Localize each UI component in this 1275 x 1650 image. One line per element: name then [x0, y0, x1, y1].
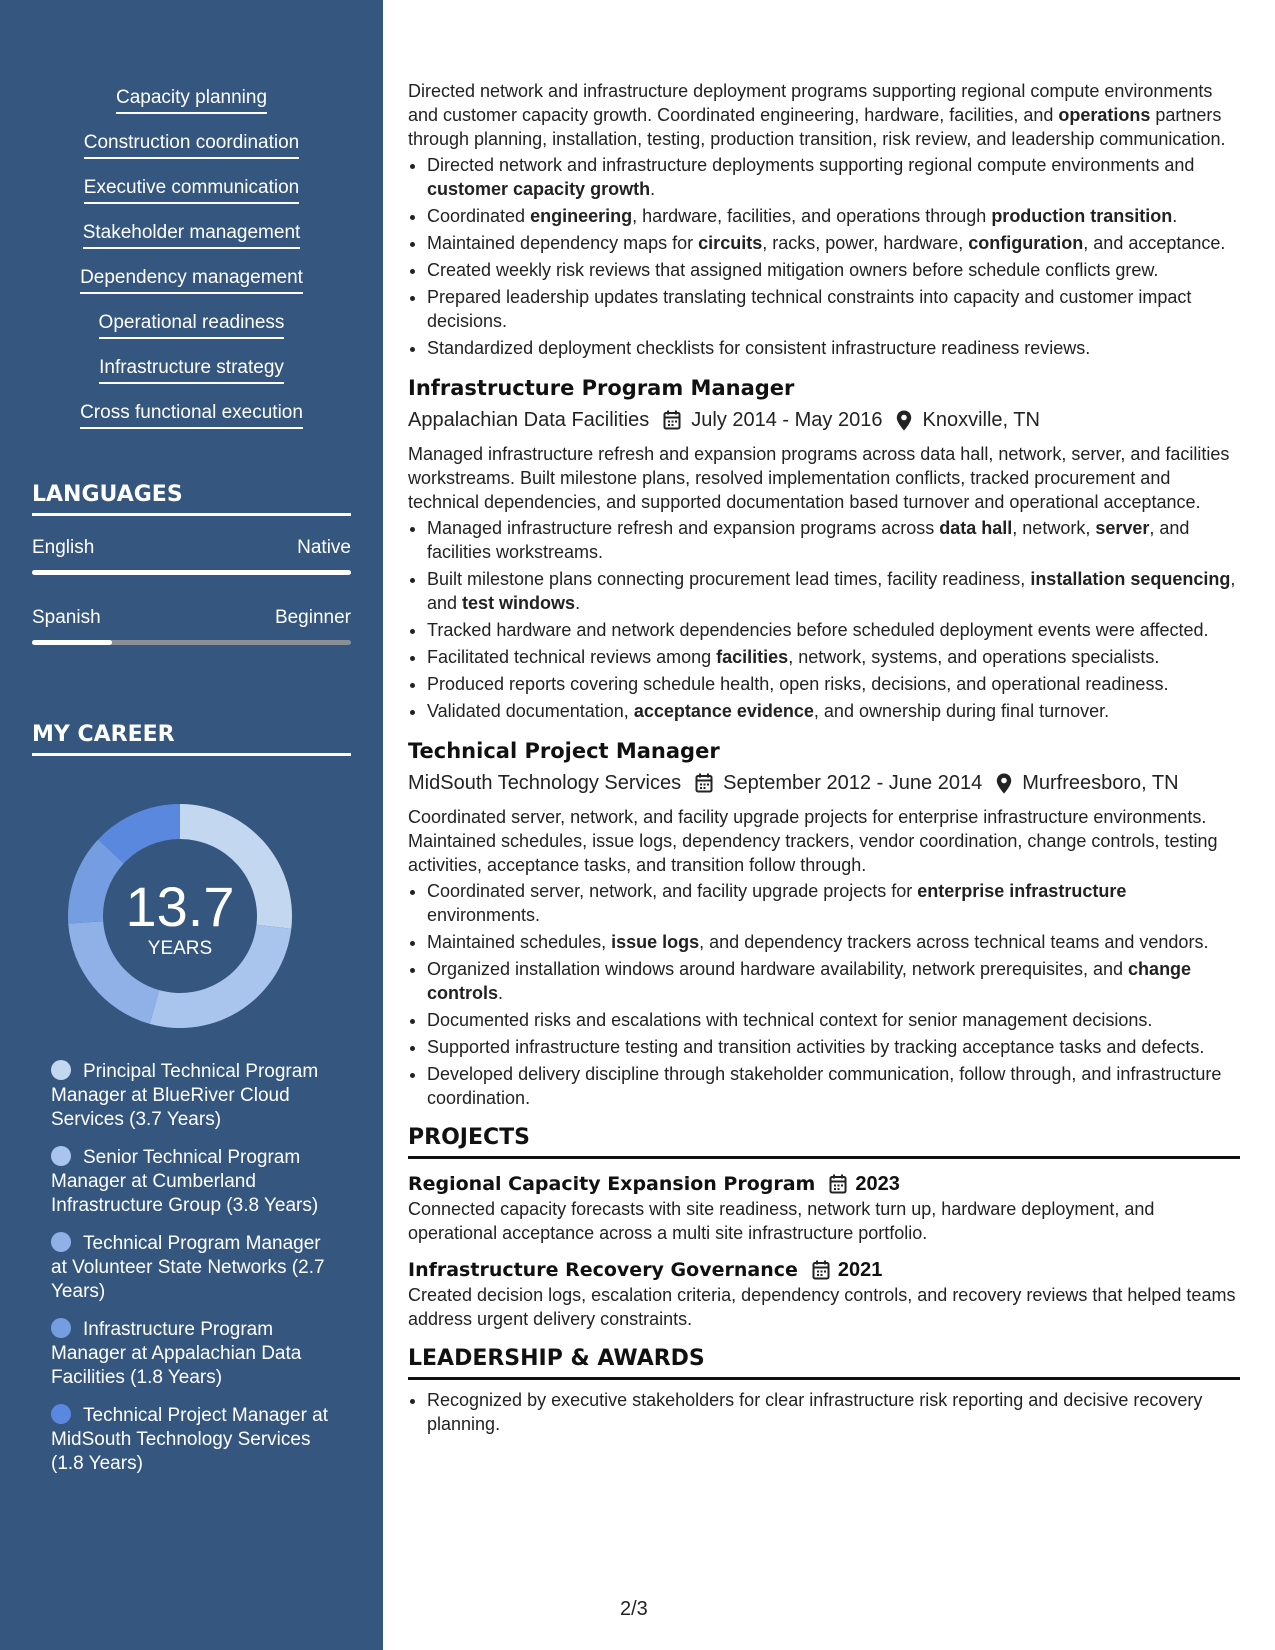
- legend-dot: [51, 1060, 71, 1080]
- language-name: English: [32, 537, 95, 558]
- job-title: Technical Project Manager: [408, 739, 720, 763]
- awards-list: [408, 1388, 1240, 1436]
- legend-dot: [51, 1146, 71, 1166]
- bullet-item: • Supported infrastructure testing and transition activities by tracking acceptance tasks and defects.: [427, 1035, 1240, 1059]
- skill-item: Capacity planning: [116, 86, 267, 114]
- job-dates: July 2014 - May 2016: [691, 409, 883, 431]
- project-entry: [408, 1171, 1240, 1245]
- main-content: [408, 79, 1240, 1439]
- career-list: [51, 1060, 331, 1490]
- calendar-icon: [695, 773, 713, 793]
- career-item: [51, 1318, 331, 1390]
- career-item-text: Senior Technical Program Manager at Cumberland Infrastructure Group (3.8 Years): [51, 1147, 319, 1216]
- bullet-item: • Built milestone plans connecting procurement lead times, facility readiness, installation sequencing, and test windows.: [427, 567, 1240, 615]
- job-entry: [408, 374, 1240, 723]
- bullet-item: • Organized installation windows around hardware availability, network prerequisites, and change controls.: [427, 957, 1240, 1005]
- career-item: [51, 1404, 331, 1476]
- career-years-value: 13.7: [125, 875, 235, 938]
- intro-summary: Directed network and infrastructure deployment programs supporting regional compute environments and customer capacity growth. Coordinated engineering, hardware, facilities, and operations partners through planning, installation, testing, production transition, risk review, and leadership communication.: [408, 81, 1226, 149]
- calendar-icon: [829, 1174, 847, 1194]
- job-bullets: [408, 879, 1240, 1110]
- map-pin-icon: [996, 773, 1012, 794]
- skill-item: Dependency management: [80, 266, 303, 294]
- language-name: Spanish: [32, 607, 101, 628]
- languages-heading: LANGUAGES: [32, 482, 351, 516]
- language-proficiency-bar: [32, 640, 351, 645]
- bullet-item: • Coordinated engineering, hardware, facilities, and operations through production transition.: [427, 204, 1240, 228]
- job-meta: [408, 769, 1240, 797]
- map-pin-icon: [896, 410, 912, 431]
- career-item-text: Technical Project Manager at MidSouth Technology Services (1.8 Years): [51, 1405, 329, 1474]
- bullet-item: • Managed infrastructure refresh and expansion programs across data hall, network, server, and facilities workstreams.: [427, 516, 1240, 564]
- language-level: Native: [297, 537, 351, 558]
- job-company: MidSouth Technology Services: [408, 772, 682, 794]
- bullet-item: • Maintained schedules, issue logs, and dependency trackers across technical teams and vendors.: [427, 930, 1240, 954]
- job-title: Infrastructure Program Manager: [408, 376, 795, 400]
- awards-heading: LEADERSHIP & AWARDS: [408, 1347, 1240, 1380]
- bullet-item: • Coordinated server, network, and facility upgrade projects for enterprise infrastructure environments.: [427, 879, 1240, 927]
- language-level: Beginner: [274, 607, 351, 628]
- language-proficiency-bar: [32, 570, 351, 575]
- project-year: 2021: [837, 1259, 883, 1281]
- skills-list: [0, 86, 383, 446]
- job-location: Murfreesboro, TN: [1022, 772, 1179, 794]
- project-header: [408, 1257, 1240, 1283]
- legend-dot: [51, 1404, 71, 1424]
- career-item-text: Infrastructure Program Manager at Appalachian Data Facilities (1.8 Years): [51, 1319, 302, 1388]
- career-item: [51, 1060, 331, 1132]
- legend-dot: [51, 1318, 71, 1338]
- project-year: 2023: [855, 1173, 900, 1195]
- projects-heading: PROJECTS: [408, 1126, 1240, 1159]
- career-item-text: Principal Technical Program Manager at BlueRiver Cloud Services (3.7 Years): [51, 1061, 319, 1130]
- career-item-text: Technical Program Manager at Volunteer State Networks (2.7 Years): [51, 1233, 325, 1302]
- project-entry: [408, 1257, 1240, 1331]
- sidebar: [0, 0, 383, 1650]
- bullet-item: • Tracked hardware and network dependencies before scheduled deployment events were affected.: [427, 618, 1240, 642]
- bullet-item: • Prepared leadership updates translating technical constraints into capacity and customer impact decisions.: [427, 285, 1240, 333]
- skill-item: Construction coordination: [84, 131, 299, 159]
- intro-bullets: [408, 153, 1240, 360]
- skill-item: Executive communication: [84, 176, 299, 204]
- award-item: • Recognized by executive stakeholders for clear infrastructure risk reporting and decisive recovery planning.: [427, 1388, 1240, 1436]
- career-years-label: YEARS: [147, 938, 213, 959]
- skill-item: Infrastructure strategy: [99, 356, 284, 384]
- legend-dot: [51, 1232, 71, 1252]
- career-item: [51, 1232, 331, 1304]
- skill-item: Cross functional execution: [80, 401, 303, 429]
- bullet-item: • Documented risks and escalations with technical context for senior management decisions.: [427, 1008, 1240, 1032]
- project-title: Infrastructure Recovery Governance: [408, 1259, 798, 1281]
- job-entry: [408, 737, 1240, 1110]
- page-number: 2/3: [620, 1598, 648, 1620]
- bullet-item: • Standardized deployment checklists for consistent infrastructure readiness reviews.: [427, 336, 1240, 360]
- bullet-item: • Directed network and infrastructure deployments supporting regional compute environments and customer capacity growth.: [427, 153, 1240, 201]
- job-location: Knoxville, TN: [922, 409, 1040, 431]
- skill-item: Operational readiness: [99, 311, 285, 339]
- calendar-icon: [663, 410, 681, 430]
- job-meta: [408, 406, 1240, 434]
- job-company: Appalachian Data Facilities: [408, 409, 650, 431]
- bullet-item: • Developed delivery discipline through stakeholder communication, follow through, and infrastructure coordination.: [427, 1062, 1240, 1110]
- career-donut-chart: [62, 798, 298, 1034]
- job-dates: September 2012 - June 2014: [723, 772, 983, 794]
- job-summary: Managed infrastructure refresh and expansion programs across data hall, network, server, and facilities workstreams. Built milestone plans, resolved implementation conflicts, tracked procurement and technical dependencies, and supported documentation based turnover and operational acceptance.: [408, 444, 1230, 512]
- project-header: [408, 1171, 1240, 1197]
- bullet-item: • Facilitated technical reviews among facilities, network, systems, and operations specialists.: [427, 645, 1240, 669]
- project-title: Regional Capacity Expansion Program: [408, 1173, 816, 1195]
- bullet-item: • Validated documentation, acceptance evidence, and ownership during final turnover.: [427, 699, 1240, 723]
- skill-item: Stakeholder management: [83, 221, 301, 249]
- bullet-item: • Maintained dependency maps for circuits, racks, power, hardware, configuration, and acceptance.: [427, 231, 1240, 255]
- project-description: Created decision logs, escalation criteria, dependency controls, and recovery reviews that helped teams address urgent delivery constraints.: [408, 1285, 1236, 1329]
- career-heading: MY CAREER: [32, 722, 351, 756]
- bullet-item: • Produced reports covering schedule health, open risks, decisions, and operational readiness.: [427, 672, 1240, 696]
- job-bullets: [408, 516, 1240, 723]
- job-summary: Coordinated server, network, and facility upgrade projects for enterprise infrastructure environments. Maintained schedules, issue logs, dependency trackers, vendor coordination, change controls, testing activities, acceptance tasks, and transition follow through.: [408, 807, 1218, 875]
- language-row: [32, 537, 351, 559]
- calendar-icon: [812, 1260, 830, 1280]
- career-item: [51, 1146, 331, 1218]
- project-description: Connected capacity forecasts with site readiness, network turn up, hardware deployment, and operational acceptance across a multi site infrastructure portfolio.: [408, 1199, 1155, 1243]
- language-row: [32, 607, 351, 629]
- bullet-item: • Created weekly risk reviews that assigned mitigation owners before schedule conflicts grew.: [427, 258, 1240, 282]
- language-proficiency-fill: [32, 570, 351, 575]
- language-proficiency-fill: [32, 640, 112, 645]
